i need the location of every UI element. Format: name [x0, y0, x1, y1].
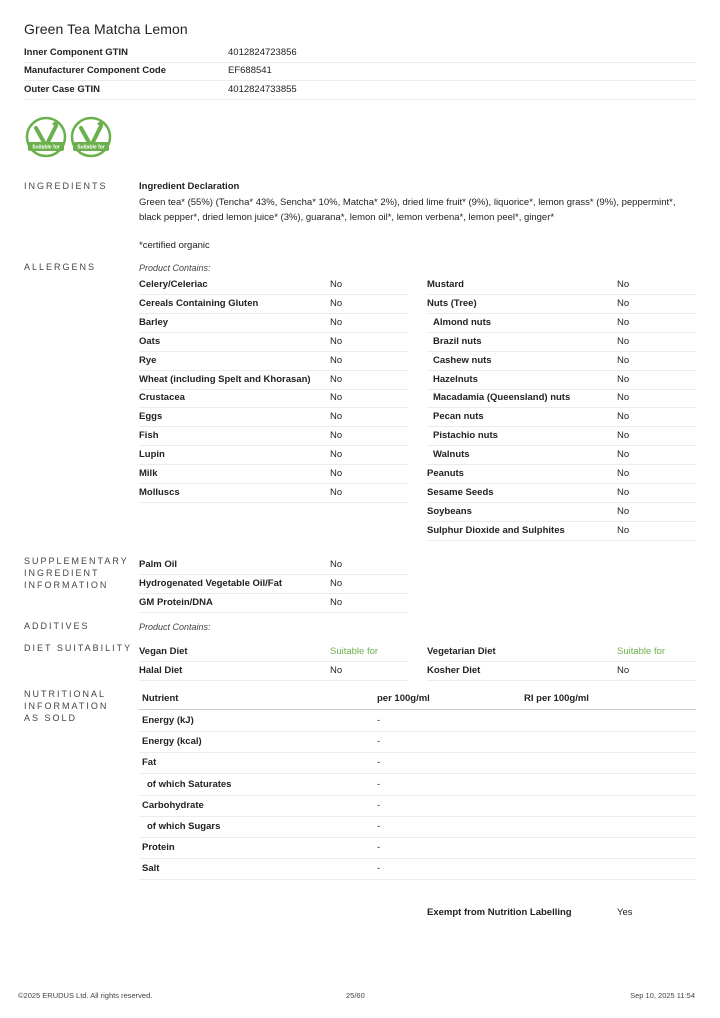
allergen-row-value: No [330, 430, 343, 442]
manufacturer-code-value: EF688541 [228, 65, 272, 76]
allergen-row-value: No [617, 354, 630, 366]
allergen-row-label: Almond nuts [433, 316, 492, 328]
nutrition-row [139, 795, 696, 817]
allergen-row-label: Wheat (including Spelt and Khorasan) [139, 373, 311, 385]
nutrition-row [139, 774, 696, 796]
nutrition-row [139, 816, 696, 838]
allergen-row-label: Sulphur Dioxide and Sulphites [427, 524, 565, 536]
allergen-row [427, 371, 696, 390]
supplementary-row-value: No [330, 577, 343, 589]
diet-row-value: No [617, 664, 630, 676]
nutrition-row [139, 858, 696, 880]
inner-gtin-row [24, 44, 696, 63]
allergen-row [427, 446, 696, 465]
vegan-badge-icon [25, 116, 67, 158]
nutrition-row-name: Energy (kcal) [142, 736, 202, 748]
allergen-row-label: Peanuts [427, 468, 464, 479]
allergen-row-label: Pecan nuts [433, 411, 484, 423]
outer-gtin-row [24, 81, 696, 100]
diet-row-label: Halal Diet [139, 664, 183, 676]
diet-row-value: No [330, 664, 343, 676]
allergen-row [427, 465, 696, 484]
nutrition-row-name: Protein [142, 842, 175, 854]
allergen-row-value: No [617, 297, 630, 309]
section-allergens: ALLERGENS [24, 262, 97, 272]
allergen-row-label: Cashew nuts [433, 354, 492, 366]
manufacturer-code-label: Manufacturer Component Code [24, 65, 166, 76]
nutrition-row-value: - [377, 778, 381, 790]
nutrition-row-name: Energy (kJ) [142, 715, 194, 726]
allergen-row [427, 314, 696, 333]
allergen-row [139, 389, 408, 408]
nutrition-row-value: - [377, 715, 381, 726]
supplementary-row [139, 575, 408, 594]
footer-page-number: 25/60 [346, 991, 365, 1000]
allergen-row-value: No [617, 316, 630, 328]
outer-gtin-value: 4012824733855 [228, 84, 297, 95]
organic-note: *certified organic [139, 240, 210, 251]
allergen-row [427, 389, 696, 408]
nutrition-row-name: Carbohydrate [142, 799, 204, 811]
allergens-contains-label: Product Contains: [139, 263, 211, 273]
nutrition-row [139, 837, 696, 859]
section-diet: DIET SUITABILITY [24, 643, 133, 653]
inner-gtin-label: Inner Component GTIN [24, 47, 128, 58]
supplementary-row-value: No [330, 596, 343, 608]
nutrition-row-value: - [377, 736, 381, 748]
section-additives: ADDITIVES [24, 621, 90, 631]
ingredient-declaration-text: Green tea* (55%) (Tencha* 43%, Sencha* 10%, Matcha* 2%), dried lime fruit* (9%), liquorice*, lemon grass* (9%), peppermint*, black pepper*, dried lemon juice* (3%), guarana*, lemon oil*, lemon verbena*, lemon peel*, ginger* [139, 197, 676, 223]
allergen-row [427, 352, 696, 371]
allergen-row [139, 295, 408, 314]
allergen-row [427, 295, 696, 314]
diet-row [139, 643, 408, 662]
allergen-row-label: Sesame Seeds [427, 486, 494, 498]
allergen-row-value: No [330, 486, 343, 498]
allergen-row-label: Lupin [139, 449, 165, 461]
nutrition-header-ri: RI per 100g/ml [524, 693, 589, 704]
allergen-row-label: Milk [139, 468, 158, 479]
allergen-row-value: No [617, 486, 630, 498]
nutrition-row-value: - [377, 842, 381, 854]
diet-row [427, 643, 696, 662]
allergen-row [139, 276, 408, 295]
allergen-row [427, 427, 696, 446]
allergen-row [139, 352, 408, 371]
allergen-row-value: No [330, 373, 343, 385]
allergen-row-label: Pistachio nuts [433, 430, 498, 442]
nutrition-row [139, 731, 696, 753]
ingredient-declaration-heading: Ingredient Declaration [139, 181, 240, 192]
vegetarian-badge-text: Suitable for [77, 144, 105, 151]
nutrition-row-value: - [377, 799, 381, 811]
outer-gtin-label: Outer Case GTIN [24, 84, 101, 95]
allergen-row-value: No [330, 297, 343, 309]
nutrition-row-value: - [377, 863, 381, 875]
supplementary-row-value: No [330, 559, 343, 570]
footer-copyright: ©2025 ERUDUS Ltd. All rights reserved. [18, 991, 153, 1000]
allergen-row-label: Hazelnuts [433, 373, 478, 385]
allergen-row-value: No [617, 373, 630, 385]
manufacturer-code-row [24, 62, 696, 81]
footer-date: Sep 10, 2025 11:54 [630, 991, 695, 1000]
nutrition-row-name: Salt [142, 863, 160, 875]
supplementary-row [139, 594, 408, 613]
allergen-row-value: No [617, 524, 630, 536]
allergen-row-value: No [617, 411, 630, 423]
diet-row-value: Suitable for [330, 646, 379, 657]
inner-gtin-value: 4012824723856 [228, 47, 297, 58]
allergen-row-label: Rye [139, 354, 157, 366]
allergen-row [139, 484, 408, 503]
allergen-row-value: No [617, 279, 630, 290]
allergen-row-label: Fish [139, 430, 159, 442]
nutrition-row [139, 710, 696, 732]
diet-row [139, 662, 408, 681]
allergen-row [139, 371, 408, 390]
diet-row-label: Vegetarian Diet [427, 646, 496, 657]
allergen-row-value: No [330, 279, 343, 290]
allergen-row-label: Mustard [427, 279, 464, 290]
allergen-row [139, 465, 408, 484]
supplementary-row [139, 556, 408, 575]
allergen-row-value: No [330, 468, 343, 479]
supplementary-row-label: Palm Oil [139, 559, 178, 570]
allergen-row [139, 427, 408, 446]
vegetarian-badge-icon [70, 116, 112, 158]
allergen-row-value: No [617, 392, 630, 404]
allergen-row [427, 408, 696, 427]
nutrition-row-value: - [377, 757, 381, 769]
allergen-row-label: Soybeans [427, 505, 472, 517]
allergen-row-value: No [617, 505, 630, 517]
allergen-row [427, 333, 696, 352]
allergen-row [427, 522, 696, 541]
allergen-row-value: No [330, 354, 343, 366]
allergen-row-label: Cereals Containing Gluten [139, 297, 259, 309]
allergen-row-label: Oats [139, 335, 161, 347]
nutrition-header-nutrient: Nutrient [142, 693, 179, 704]
diet-row [427, 662, 696, 681]
allergen-row-value: No [330, 411, 343, 423]
section-supplementary: SUPPLEMENTARY INGREDIENT INFORMATION [24, 556, 129, 590]
allergen-row-value: No [617, 335, 630, 347]
allergen-row-label: Walnuts [433, 449, 470, 461]
allergen-row-label: Crustacea [139, 392, 185, 404]
nutrition-row-name: Fat [142, 757, 157, 769]
allergen-row-label: Macadamia (Queensland) nuts [433, 392, 571, 404]
allergen-row [427, 503, 696, 522]
supplementary-row-label: Hydrogenated Vegetable Oil/Fat [139, 577, 283, 589]
allergen-row-label: Nuts (Tree) [427, 297, 477, 309]
diet-row-label: Kosher Diet [427, 664, 481, 676]
nutrition-row [139, 752, 696, 774]
additives-contains-label: Product Contains: [139, 622, 211, 632]
section-nutrition: NUTRITIONAL INFORMATION AS SOLD [24, 689, 109, 723]
allergen-row-label: Brazil nuts [433, 335, 482, 347]
allergen-row [139, 333, 408, 352]
allergen-row-label: Molluscs [139, 486, 180, 498]
allergen-row [139, 314, 408, 333]
nutrition-row-name: of which Saturates [147, 778, 232, 790]
allergen-row [427, 484, 696, 503]
allergen-row-value: No [330, 316, 343, 328]
supplementary-row-label: GM Protein/DNA [139, 596, 213, 608]
allergen-row-value: No [330, 335, 343, 347]
allergen-row-label: Eggs [139, 411, 163, 423]
page-title: Green Tea Matcha Lemon [24, 21, 188, 37]
allergen-row-value: No [617, 449, 630, 461]
allergen-row-label: Celery/Celeriac [139, 279, 208, 290]
diet-row-label: Vegan Diet [139, 646, 188, 657]
allergen-row [139, 446, 408, 465]
allergen-row [427, 276, 696, 295]
allergen-row-label: Barley [139, 316, 169, 328]
exempt-label: Exempt from Nutrition Labelling [427, 907, 572, 918]
vegan-badge-text: Suitable for [32, 144, 60, 151]
nutrition-row-value: - [377, 821, 381, 832]
nutrition-row-name: of which Sugars [147, 821, 221, 832]
exempt-value: Yes [617, 907, 633, 918]
allergen-row-value: No [330, 392, 343, 404]
allergen-row-value: No [617, 468, 630, 479]
allergen-row [139, 408, 408, 427]
diet-row-value: Suitable for [617, 646, 666, 657]
nutrition-header-row [139, 688, 696, 710]
nutrition-header-per100: per 100g/ml [377, 693, 430, 704]
allergen-row-value: No [617, 430, 630, 442]
allergen-row-value: No [330, 449, 343, 461]
section-ingredients: INGREDIENTS [24, 181, 108, 191]
